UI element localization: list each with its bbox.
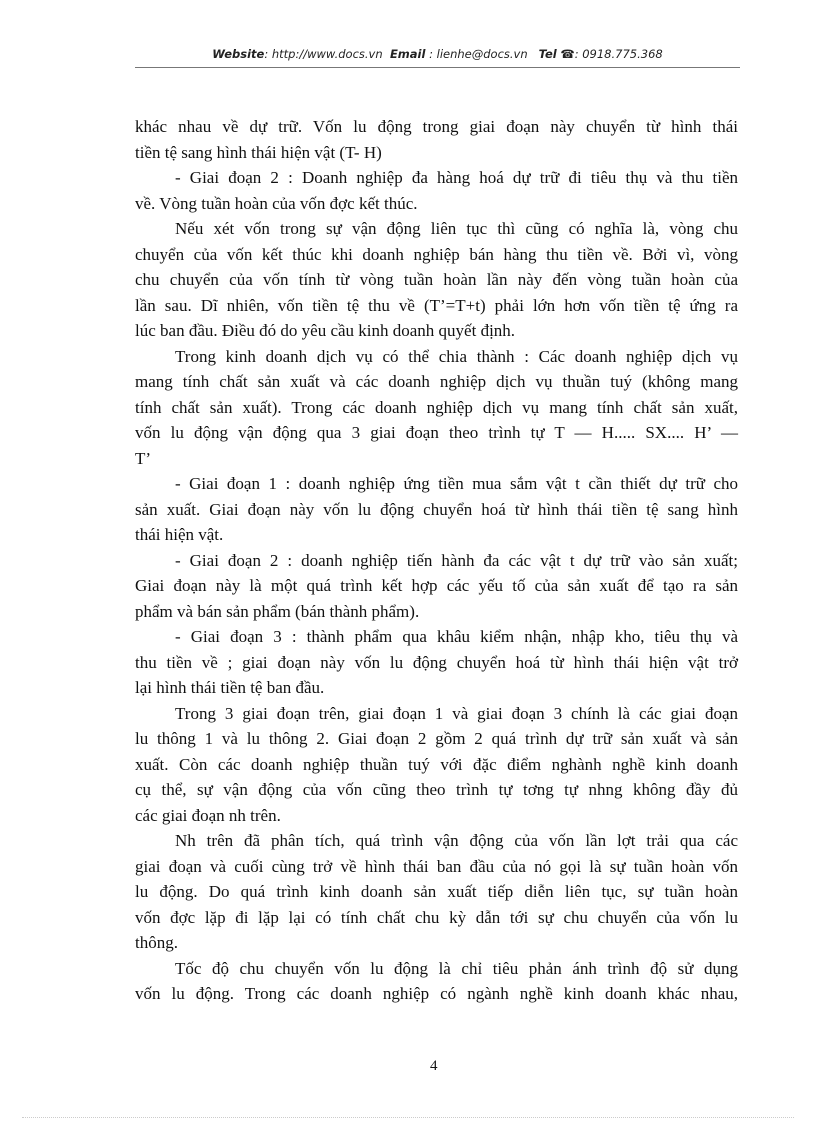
header-divider: [135, 67, 740, 68]
paragraph: [135, 828, 738, 956]
paragraph: [135, 471, 738, 548]
text-line: xuất. Còn các doanh nghiệp thuần tuý với đặc điểm nghành nghề kinh doanh: [135, 754, 738, 774]
page-bottom-border: [22, 1117, 794, 1118]
text-line: - Giai đoạn 1 : doanh nghiệp ứng tiền mua sắm vật t cần thiết dự trữ cho: [175, 474, 738, 493]
tel-number: : 0918.775.368: [574, 47, 663, 61]
text-line: - Giai đoạn 3 : thành phẩm qua khâu kiểm nhận, nhập kho, tiêu thụ và: [175, 627, 738, 646]
paragraph: [135, 344, 738, 472]
email-label: Email: [389, 47, 426, 61]
text-line: mang tính chất sản xuất và các doanh nghiệp dịch vụ thuần tuý (không mang: [135, 372, 738, 391]
document-body: [135, 114, 738, 1007]
text-line: vốn lu động vận động qua 3 giai đoạn theo trình tự T — H..... SX.... H’ —: [135, 423, 738, 442]
text-line: khác nhau về dự trữ. Vốn lu động trong giai đoạn này chuyển từ hình thái: [135, 117, 738, 136]
phone-icon: ☎: [560, 47, 575, 61]
text-line: lần sau. Dĩ nhiên, vốn tiền tệ thu về (T’=T+t) phải lớn hơn vốn tiền tệ ứng ra: [135, 295, 738, 315]
text-line: chuyển của vốn kết thúc khi doanh nghiệp bán hàng thu tiền về. Bởi vì, vòng: [135, 244, 738, 264]
text-line: tiền tệ sang hình thái hiện vật (T- H): [135, 142, 382, 162]
text-line: sản xuất. Giai đoạn này vốn lu động chuyển hoá từ hình thái tiền tệ sang hình: [135, 499, 738, 519]
page-number: 4: [430, 1058, 438, 1074]
paragraph: [135, 548, 738, 625]
text-line: cụ thể, sự vận động của vốn cũng theo trình tự tơng tự nhng không đầy đủ: [135, 780, 738, 799]
text-line: về. Vòng tuần hoàn của vốn đợc kết thúc.: [135, 193, 418, 213]
text-line: thái hiện vật.: [135, 525, 224, 544]
text-line: vốn đợc lặp đi lặp lại có tính chất chu kỳ dẫn tới sự chu chuyển của vốn lu: [135, 907, 738, 927]
text-line: lu thông 1 và lu thông 2. Giai đoạn 2 gồm 2 quá trình dự trữ sản xuất và sản: [135, 729, 738, 748]
website-label: Website: [212, 47, 265, 61]
paragraph: [135, 701, 738, 829]
paragraph: [135, 216, 738, 344]
email-address[interactable]: : lienhe@docs.vn: [425, 47, 528, 61]
text-line: Nh trên đã phân tích, quá trình vận động của vốn lần lợt trải qua các: [175, 831, 738, 850]
text-line: vốn lu động. Trong các doanh nghiệp có ngành nghề kinh doanh khác nhau,: [135, 984, 738, 1003]
text-line: lu động. Do quá trình kinh doanh sản xuất tiếp diễn liên tục, sự tuần hoàn: [135, 882, 738, 901]
page-header: [135, 47, 740, 61]
text-line: các giai đoạn nh trên.: [135, 805, 281, 825]
website-url[interactable]: : http://www.docs.vn: [264, 47, 383, 61]
text-line: giai đoạn và cuối cùng trở về hình thái ban đầu của nó gọi là sự tuần hoàn vốn: [135, 856, 738, 876]
text-line: Tốc độ chu chuyển vốn lu động là chỉ tiêu phản ánh trình độ sử dụng: [175, 958, 738, 978]
text-line: chu chuyển của vốn tính từ vòng tuần hoàn lần này đến vòng tuần hoàn của: [135, 270, 738, 289]
text-line: T’: [135, 448, 152, 468]
paragraph: [135, 165, 738, 216]
text-line: tính chất sản xuất). Trong các doanh nghiệp dịch vụ mang tính chất sản xuất,: [135, 397, 738, 417]
text-line: phẩm và bán sản phẩm (bán thành phẩm).: [135, 601, 420, 621]
text-line: Trong 3 giai đoạn trên, giai đoạn 1 và giai đoạn 3 chính là các giai đoạn: [175, 703, 738, 723]
text-line: thông.: [135, 933, 178, 952]
text-line: Trong kinh doanh dịch vụ có thể chia thành : Các doanh nghiệp dịch vụ: [175, 346, 738, 366]
paragraph: [135, 956, 738, 1007]
text-line: - Giai đoạn 2 : Doanh nghiệp đa hàng hoá dự trữ đi tiêu thụ và thu tiền: [175, 168, 738, 187]
paragraph: [135, 114, 738, 165]
text-line: Nếu xét vốn trong sự vận động liên tục thì cũng có nghĩa là, vòng chu: [175, 219, 738, 238]
text-line: lại hình thái tiền tệ ban đầu.: [135, 678, 325, 697]
paragraph: [135, 624, 738, 701]
tel-label: Tel: [538, 47, 557, 61]
text-line: - Giai đoạn 2 : doanh nghiệp tiến hành đa các vật t dự trữ vào sản xuất;: [175, 550, 738, 570]
text-line: Giai đoạn này là một quá trình kết hợp các yếu tố của sản xuất để tạo ra sản: [135, 576, 738, 595]
text-line: thu tiền về ; giai đoạn này vốn lu động chuyển hoá từ hình thái hiện vật trở: [135, 652, 738, 672]
text-line: lúc ban đầu. Điều đó do yêu cầu kinh doanh quyết định.: [135, 321, 516, 340]
